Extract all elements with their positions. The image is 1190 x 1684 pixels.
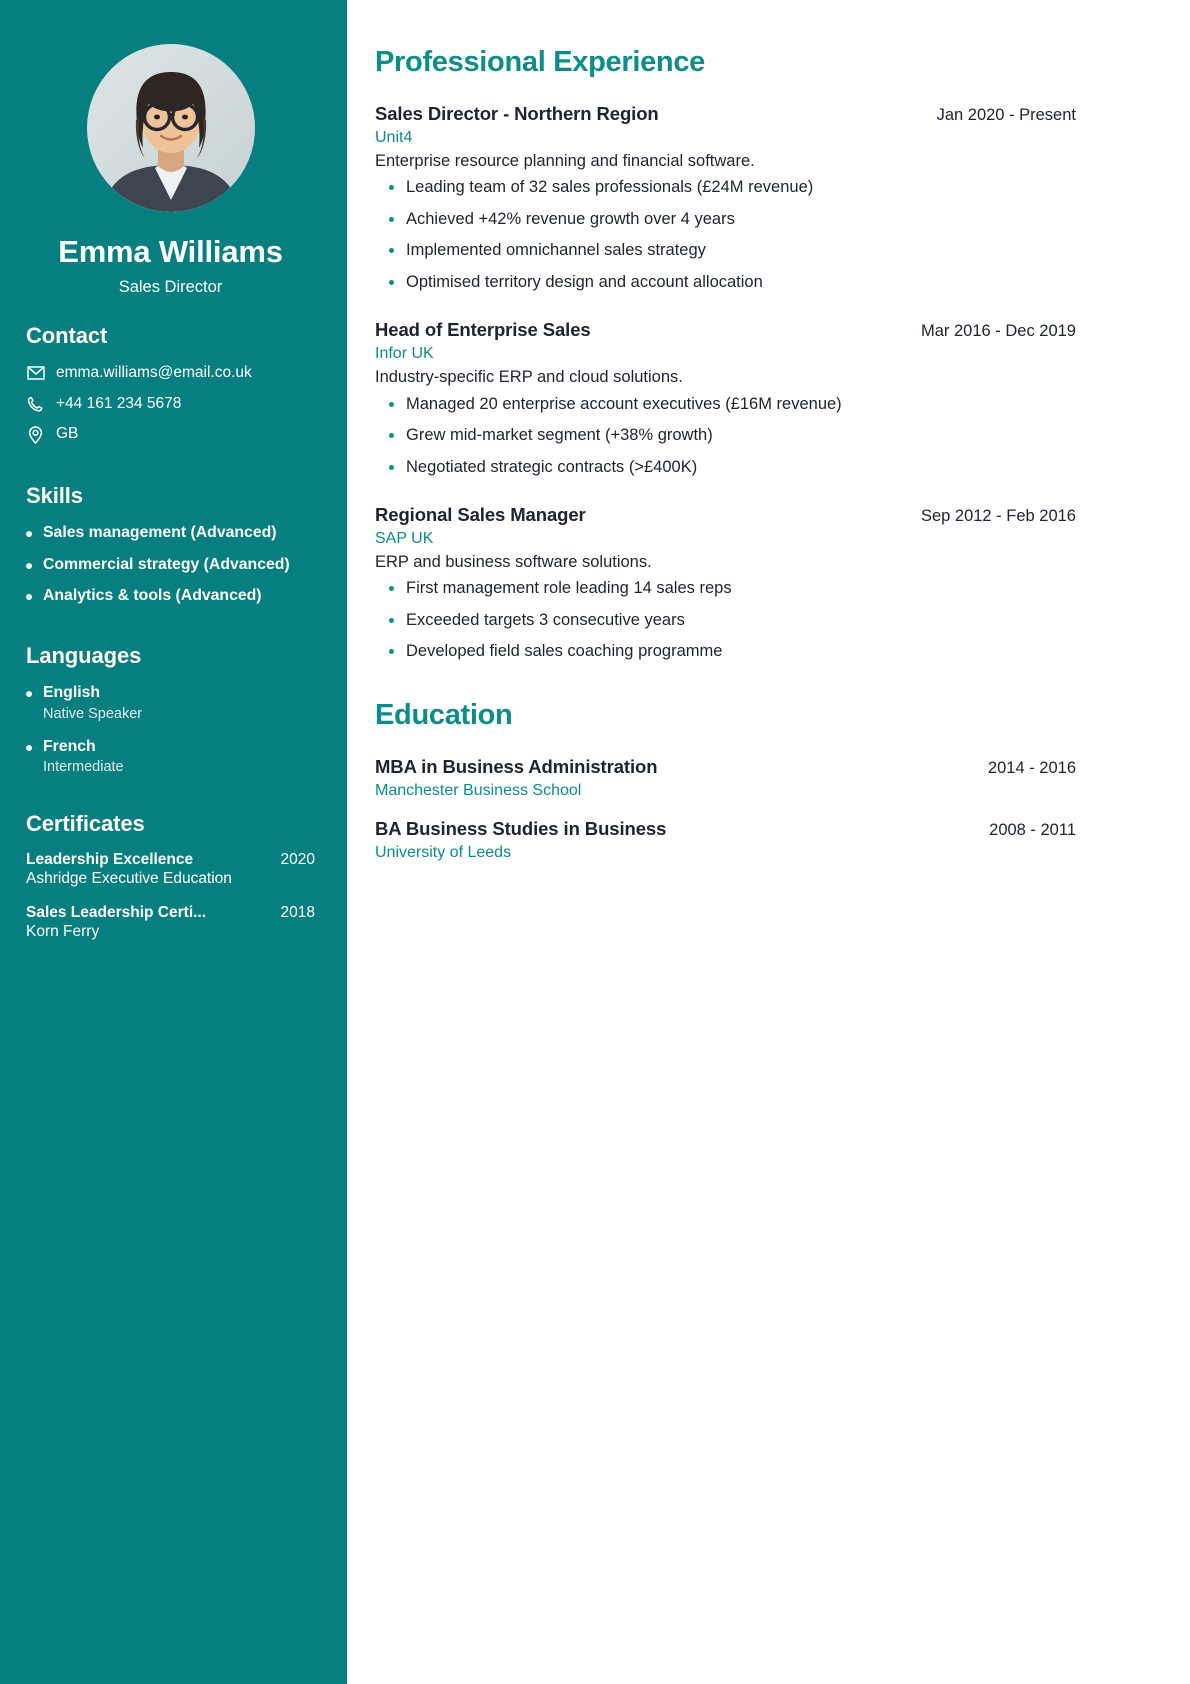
- experience-desc: Enterprise resource planning and financial software.: [375, 152, 755, 170]
- bullet-dot-icon: [389, 586, 394, 591]
- experience-bullet-text: Negotiated strategic contracts (>£400K): [406, 457, 698, 476]
- full-name: Emma Williams: [58, 234, 283, 269]
- certificate-item: [26, 851, 315, 888]
- language-name-row: [26, 683, 315, 704]
- skill-item: [26, 523, 315, 544]
- education-entry-header: [375, 756, 1076, 778]
- experience-bullets: [375, 394, 1076, 478]
- certificates-section: [26, 811, 315, 941]
- bullet-dot-icon: [26, 594, 32, 600]
- sidebar: [0, 0, 341, 1684]
- experience-bullet-text: First management role leading 14 sales reps: [406, 579, 732, 598]
- experience-bullet-text: Leading team of 32 sales professionals (£24M revenue): [406, 178, 814, 197]
- experience-bullet: [375, 457, 1076, 478]
- skill-item: [26, 555, 315, 576]
- bullet-dot-icon: [389, 649, 394, 654]
- certificate-item: [26, 904, 315, 941]
- experience-bullets: [375, 177, 1076, 293]
- certificate-org: Korn Ferry: [26, 923, 100, 941]
- profile-photo-icon: [87, 44, 255, 212]
- experience-bullet-text: Managed 20 enterprise account executives (£16M revenue): [406, 394, 842, 413]
- bullet-dot-icon: [389, 433, 394, 438]
- bullet-dot-icon: [389, 217, 394, 222]
- experience-desc: ERP and business software solutions.: [375, 552, 652, 571]
- education-title: MBA in Business Administration: [375, 755, 658, 777]
- contact-location-value: GB: [56, 425, 79, 443]
- experience-entry: [375, 319, 1076, 478]
- experience-entry-header: [375, 504, 1076, 526]
- experience-bullet-text: Achieved +42% revenue growth over 4 years: [406, 209, 735, 228]
- experience-bullet: [375, 578, 1076, 599]
- education-entry-header: [375, 818, 1076, 840]
- bullet-dot-icon: [389, 618, 394, 623]
- language-item: [26, 737, 315, 776]
- experience-bullet-text: Exceeded targets 3 consecutive years: [406, 610, 685, 629]
- experience-bullet: [375, 209, 1076, 230]
- experience-entry-header: [375, 319, 1076, 341]
- language-item: [26, 683, 315, 722]
- skill-label: Commercial strategy (Advanced): [43, 555, 290, 573]
- bullet-dot-icon: [26, 745, 32, 751]
- education-org: University of Leeds: [375, 843, 512, 861]
- experience-org: Infor UK: [375, 345, 434, 363]
- languages-heading: Languages: [26, 643, 142, 668]
- main-content: [347, 0, 1190, 1684]
- certificate-name: Leadership Excellence: [26, 851, 194, 869]
- experience-title: Sales Director - Northern Region: [375, 103, 659, 124]
- language-name: French: [43, 737, 96, 755]
- language-level: Native Speaker: [43, 705, 143, 722]
- experience-bullet-text: Optimised territory design and account allocation: [406, 272, 763, 291]
- experience-bullet: [375, 240, 1076, 261]
- skills-heading: Skills: [26, 483, 83, 509]
- skills-section: [26, 483, 315, 607]
- experience-bullet: [375, 177, 1076, 198]
- experience-bullets: [375, 578, 1076, 662]
- bullet-dot-icon: [26, 691, 32, 697]
- bullet-dot-icon: [389, 248, 394, 253]
- experience-title: Regional Sales Manager: [375, 503, 586, 525]
- education-org: Manchester Business School: [375, 781, 582, 799]
- experience-date: Jan 2020 - Present: [936, 106, 1076, 124]
- experience-bullet: [375, 425, 1076, 446]
- bullet-dot-icon: [26, 563, 32, 569]
- education-heading: Education: [375, 698, 513, 731]
- bullet-dot-icon: [389, 465, 394, 470]
- certificate-name: Sales Leadership Certi...: [26, 904, 207, 922]
- location-pin-icon: [26, 425, 45, 444]
- avatar: [87, 44, 255, 212]
- contact-phone-value: +44 161 234 5678: [56, 394, 182, 412]
- phone-icon: [26, 395, 45, 414]
- skill-item: [26, 586, 315, 607]
- certificate-org: Ashridge Executive Education: [26, 870, 232, 888]
- experience-bullet: [375, 394, 1076, 415]
- contact-location[interactable]: [26, 424, 315, 445]
- contact-email[interactable]: [26, 363, 315, 384]
- bullet-dot-icon: [389, 280, 394, 285]
- experience-bullet: [375, 641, 1076, 662]
- certificates-heading: Certificates: [26, 811, 145, 837]
- experience-org: SAP UK: [375, 529, 434, 547]
- certificate-year: 2018: [280, 904, 315, 922]
- language-level: Intermediate: [43, 759, 124, 776]
- experience-bullet-text: Implemented omnichannel sales strategy: [406, 241, 706, 260]
- contact-email-value: emma.williams@email.co.uk: [56, 363, 252, 381]
- experience-entry: [375, 103, 1076, 293]
- languages-section: [26, 643, 315, 775]
- envelope-icon: [26, 364, 45, 383]
- contact-section: [26, 323, 315, 446]
- education-date: 2008 - 2011: [989, 820, 1076, 839]
- experience-title: Head of Enterprise Sales: [375, 319, 591, 341]
- experience-bullet: [375, 272, 1076, 293]
- certificate-year: 2020: [280, 851, 315, 869]
- experience-bullet: [375, 610, 1076, 631]
- experience-date: Sep 2012 - Feb 2016: [920, 506, 1076, 525]
- experience-org: Unit4: [375, 129, 413, 146]
- education-date: 2014 - 2016: [987, 758, 1076, 777]
- education-entry: [375, 756, 1076, 800]
- experience-desc: Industry-specific ERP and cloud solutions.: [375, 368, 683, 387]
- experience-entry-header: [375, 103, 1076, 125]
- avatar-wrapper: [26, 44, 315, 212]
- contact-phone[interactable]: [26, 394, 315, 415]
- skill-label: Analytics & tools (Advanced): [43, 587, 262, 605]
- experience-date: Mar 2016 - Dec 2019: [920, 322, 1076, 341]
- education-title: BA Business Studies in Business: [375, 817, 667, 839]
- bullet-dot-icon: [26, 531, 32, 537]
- experience-bullet-text: Grew mid-market segment (+38% growth): [406, 426, 713, 445]
- skill-label: Sales management (Advanced): [43, 524, 277, 542]
- certificate-header: [26, 904, 315, 922]
- experience-heading: Professional Experience: [375, 46, 705, 78]
- education-entry: [375, 818, 1076, 862]
- bullet-dot-icon: [389, 185, 394, 190]
- language-name: English: [43, 684, 101, 701]
- job-title: Sales Director: [118, 277, 223, 296]
- certificate-header: [26, 851, 315, 869]
- experience-bullet-text: Developed field sales coaching programme: [406, 642, 723, 661]
- bullet-dot-icon: [389, 402, 394, 407]
- language-name-row: [26, 737, 315, 758]
- contact-heading: Contact: [26, 322, 108, 348]
- experience-entry: [375, 504, 1076, 663]
